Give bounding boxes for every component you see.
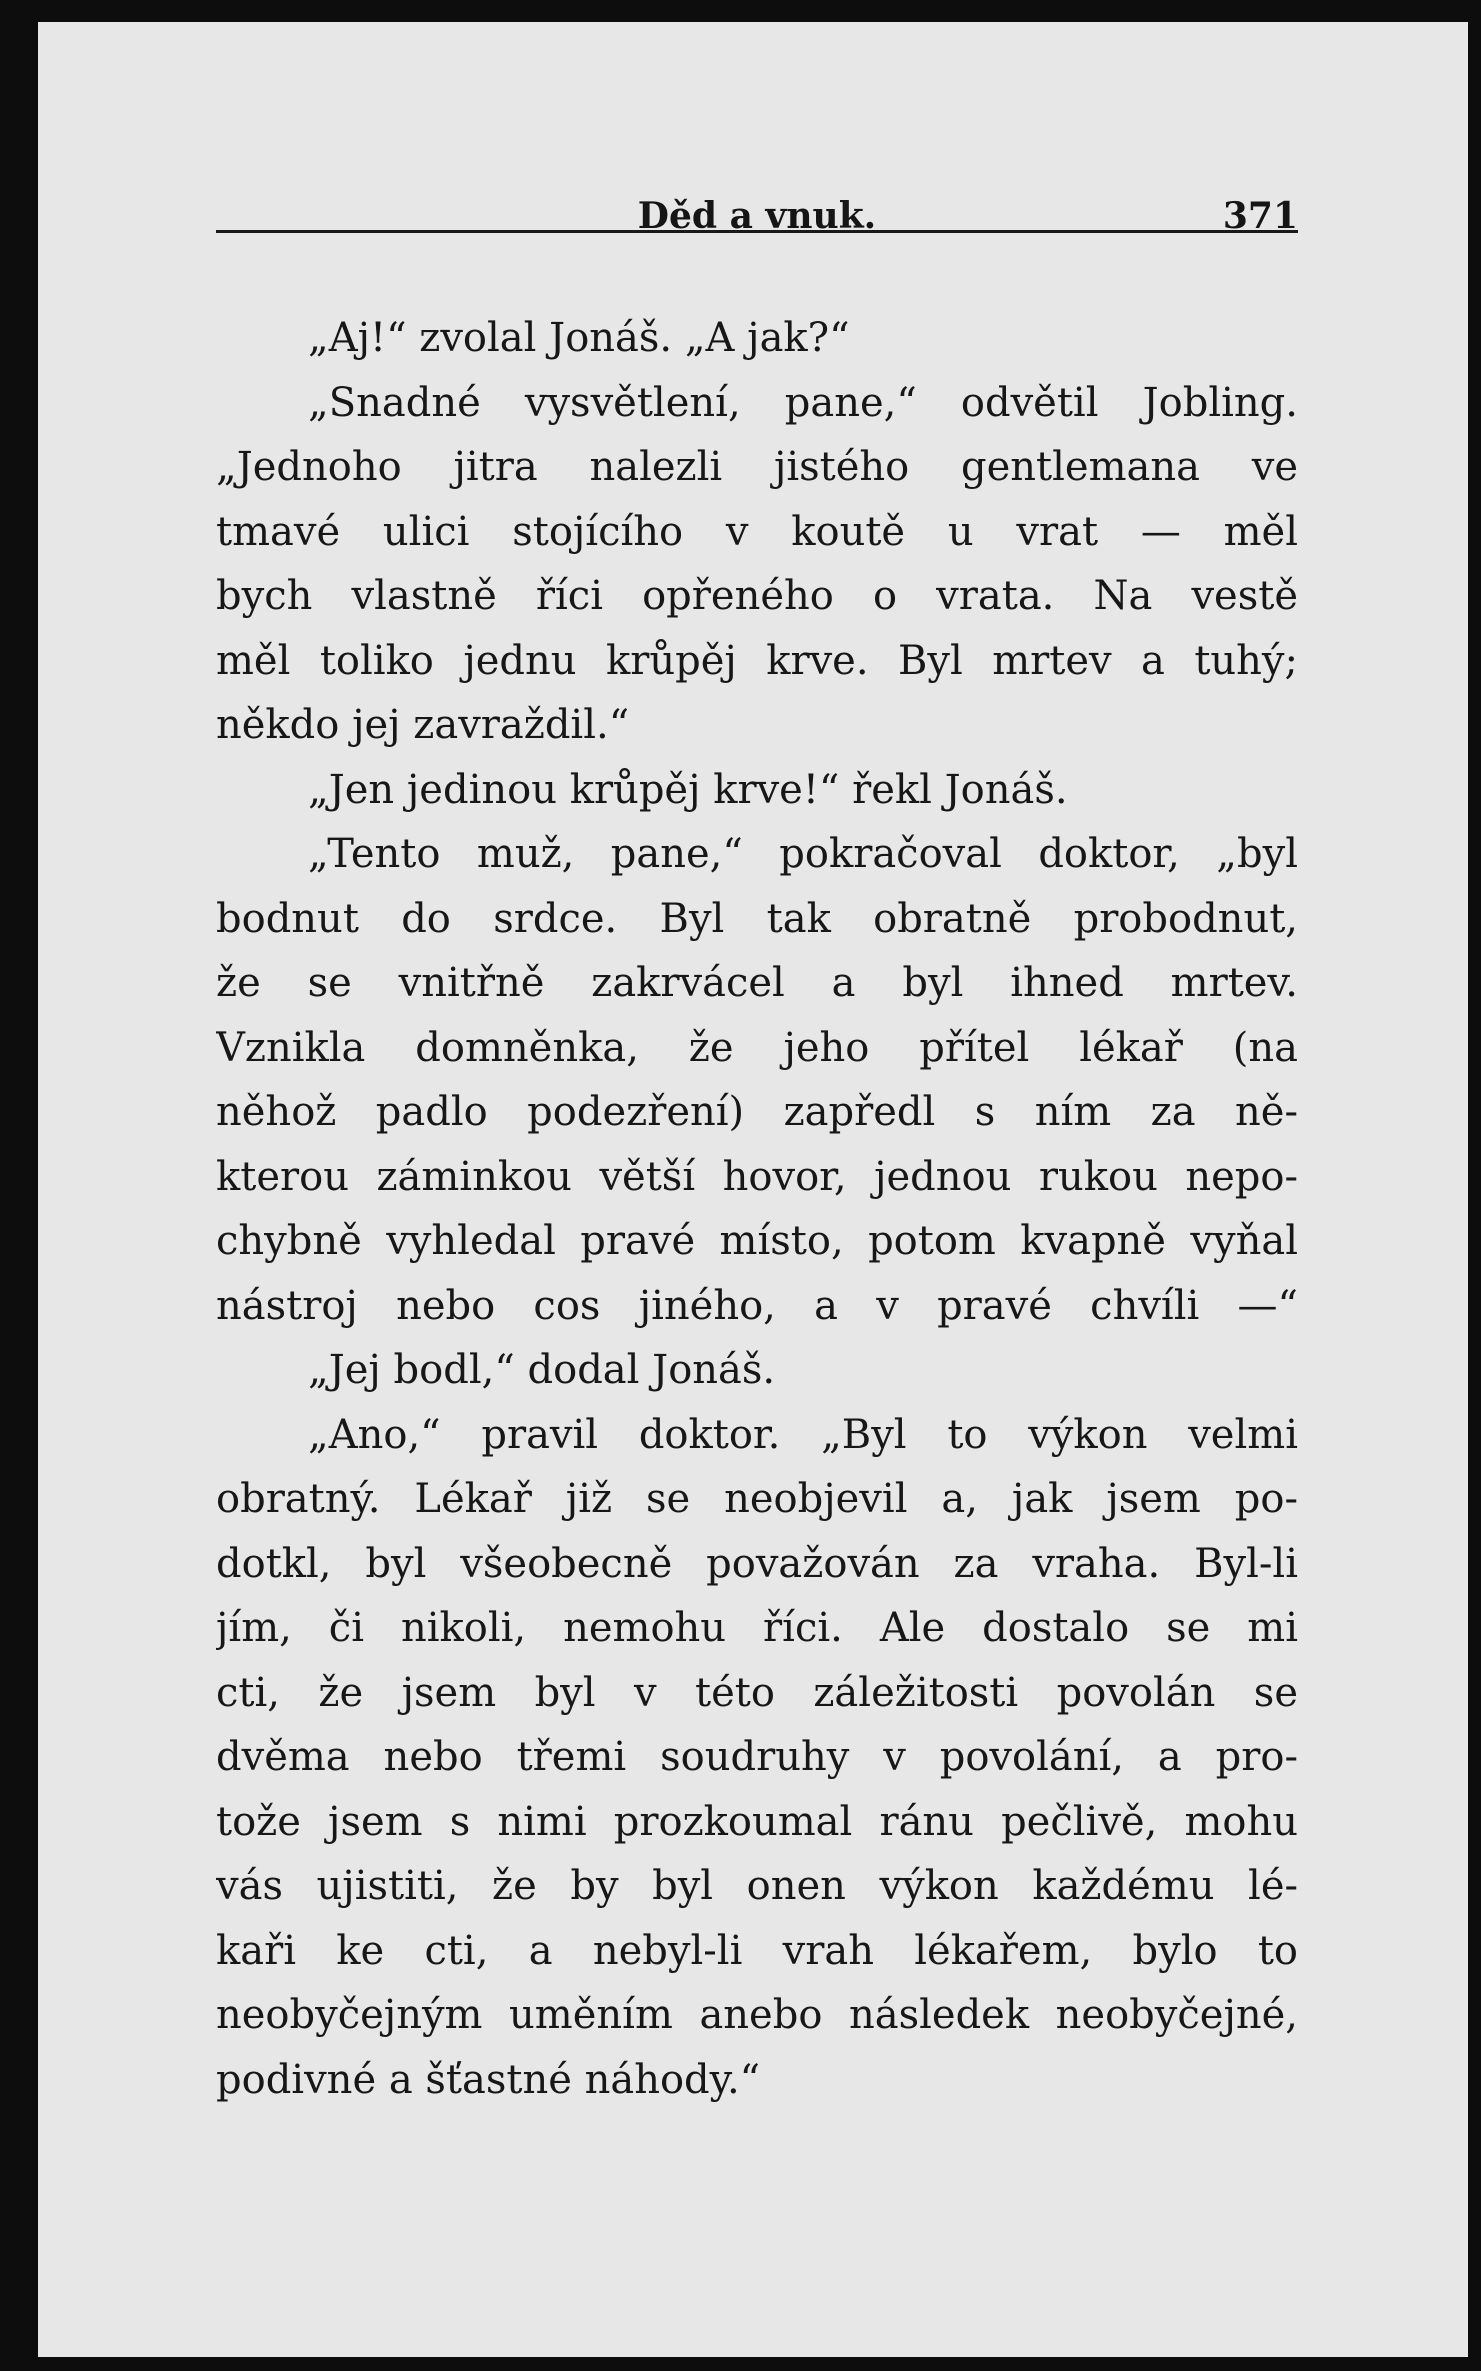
text-line: nástroj nebo cos jiného, a v pravé chvíli —“ [216,1282,1298,1329]
text-line: něhož padlo podezření) zapředl s ním za ně- [216,1089,1298,1135]
text-line: „Aj!“ zvolal Jonáš. „A jak?“ [308,315,850,361]
chapter-title: Děd a vnuk. [637,195,877,237]
text-line: dvěma nebo třemi soudruhy v povolání, a pro- [216,1734,1298,1780]
text-line: obratný. Lékař již se neobjevil a, jak jsem po- [216,1476,1298,1522]
text-line: Vznikla domněnka, že jeho přítel lékař (na [216,1024,1298,1071]
text-line: že se vnitřně zakrvácel a byl ihned mrtev. [216,960,1298,1006]
text-line: „Jen jedinou krůpěj krve!“ řekl Jonáš. [308,766,1068,813]
book-page [38,22,1468,2357]
text-line: „Tento muž, pane,“ pokračoval doktor, „byl [308,831,1298,877]
body-text [216,306,1298,2112]
text-line: dotkl, byl všeobecně považován za vraha. Byl-li [216,1540,1298,1587]
text-line: měl toliko jednu krůpěj krve. Byl mrtev a tuhý; [216,637,1298,684]
text-line: bodnut do srdce. Byl tak obratně probodnut, [216,895,1298,942]
running-header [216,170,1298,237]
text-line: cti, že jsem byl v této záležitosti povolán se [216,1669,1298,1716]
text-line: neobyčejným uměním anebo následek neobyčejné, [216,1992,1298,2038]
text-line: tmavé ulici stojícího v koutě u vrat — měl [216,508,1298,555]
text-line: podivné a šťastné náhody.“ [216,2056,761,2103]
text-line: „Jednoho jitra nalezli jistého gentlemana ve [216,444,1298,490]
text-line: „Ano,“ pravil doktor. „Byl to výkon velmi [308,1411,1298,1458]
text-line: vás ujistiti, že by byl onen výkon každému lé- [216,1863,1298,1909]
text-line: jím, či nikoli, nemohu říci. Ale dostalo se mi [216,1605,1298,1651]
page-number: 371 [1222,195,1298,237]
text-line: „Jej bodl,“ dodal Jonáš. [308,1347,776,1393]
text-line: kaři ke cti, a nebyl-li vrah lékařem, bylo to [216,1927,1298,1974]
text-line: tože jsem s nimi prozkoumal ránu pečlivě, mohu [216,1798,1298,1845]
text-line: chybně vyhledal pravé místo, potom kvapně vyňal [216,1218,1298,1264]
text-line: „Snadné vysvětlení, pane,“ odvětil Jobling. [308,379,1298,426]
text-line: kterou záminkou větší hovor, jednou rukou nepo- [216,1153,1298,1200]
text-line: bych vlastně říci opřeného o vrata. Na vestě [216,573,1298,619]
text-line: někdo jej zavraždil.“ [216,702,630,748]
